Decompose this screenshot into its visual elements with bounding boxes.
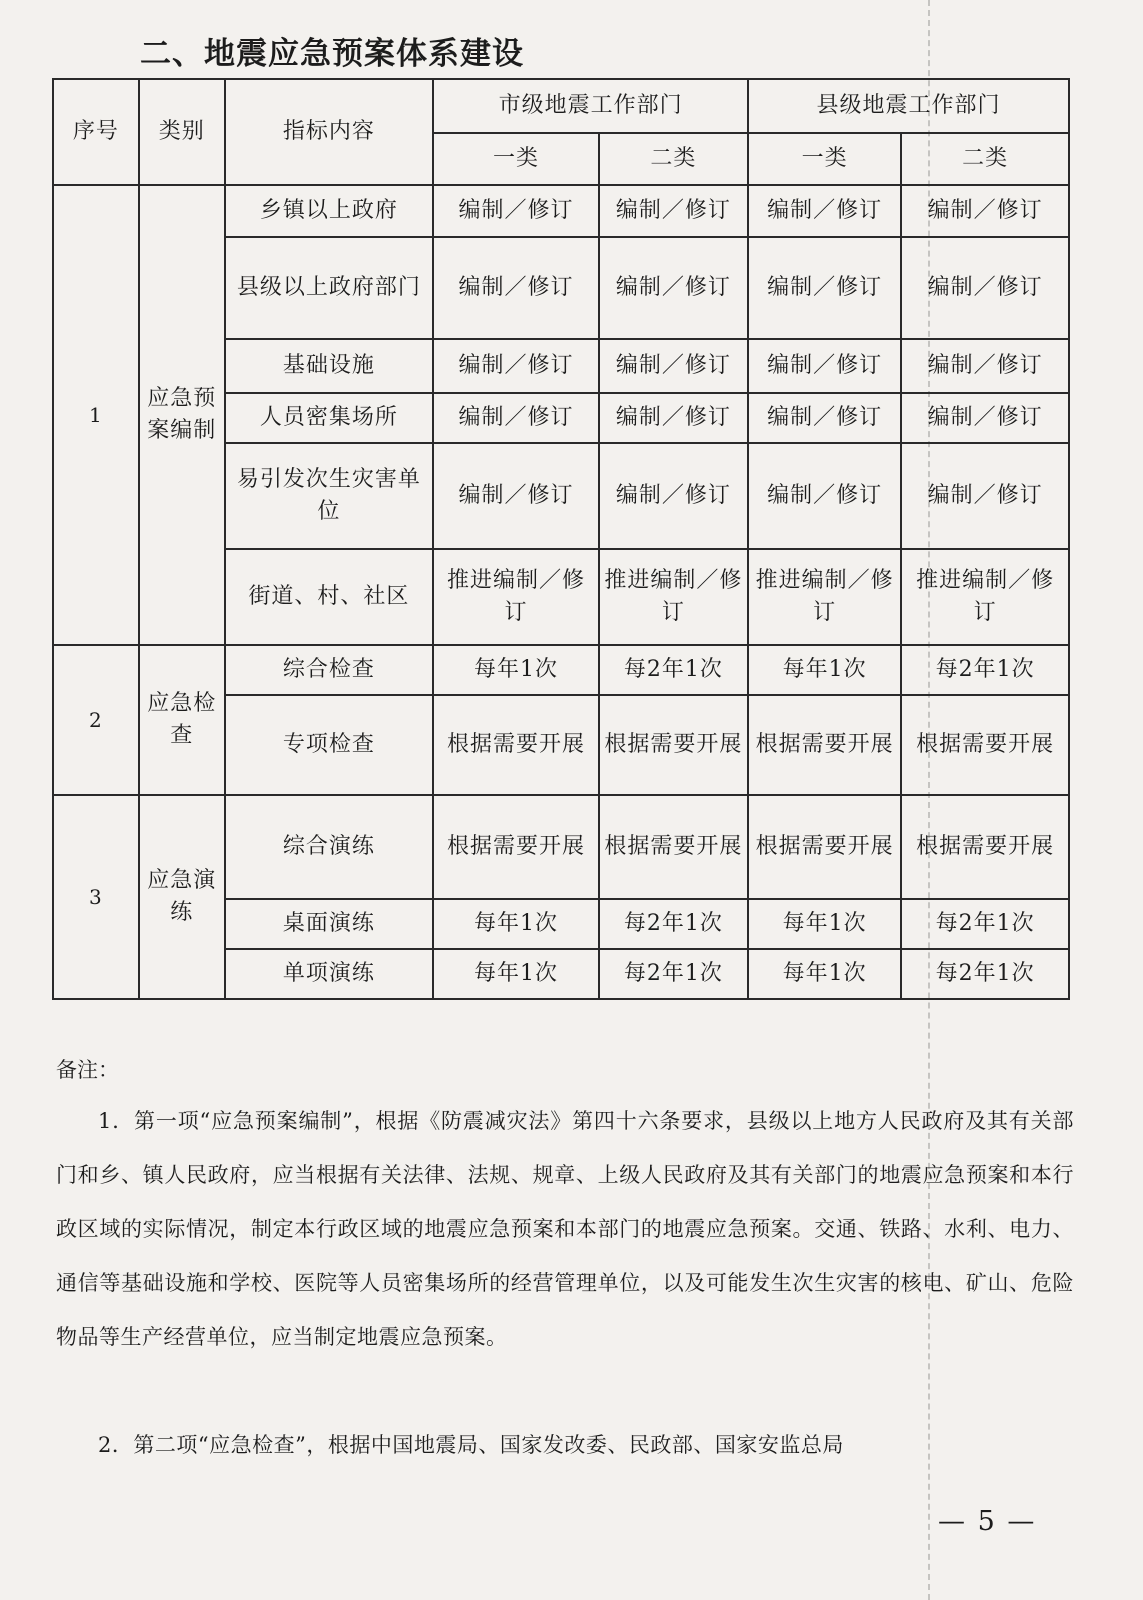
value-cell: 编制／修订 (748, 237, 901, 339)
value-cell: 编制／修订 (599, 443, 748, 549)
value-cell: 编制／修订 (599, 339, 748, 393)
indicator-cell: 综合检查 (225, 645, 434, 695)
value-cell: 编制／修订 (599, 185, 748, 237)
indicator-cell: 县级以上政府部门 (225, 237, 434, 339)
value-cell: 根据需要开展 (901, 795, 1069, 899)
value-cell: 每年1次 (748, 949, 901, 999)
table-row (53, 795, 1069, 899)
category-cell: 应急检查 (139, 645, 225, 795)
value-cell: 每2年1次 (901, 645, 1069, 695)
value-cell: 推进编制／修订 (901, 549, 1069, 645)
value-cell: 推进编制／修订 (599, 549, 748, 645)
value-cell: 编制／修订 (599, 237, 748, 339)
value-cell: 根据需要开展 (748, 795, 901, 899)
value-cell: 推进编制／修订 (748, 549, 901, 645)
section-title: 二、地震应急预案体系建设 (140, 36, 524, 72)
value-cell: 每年1次 (433, 645, 599, 695)
header-county-class1: 一类 (748, 133, 901, 185)
note-paragraph-2: 2．第二项“应急检查”，根据中国地震局、国家发改委、民政部、国家安监总局 (98, 1433, 844, 1457)
value-cell: 根据需要开展 (901, 695, 1069, 795)
value-cell: 每2年1次 (901, 949, 1069, 999)
value-cell: 编制／修订 (901, 393, 1069, 443)
indicator-cell: 桌面演练 (225, 899, 434, 949)
value-cell: 每年1次 (748, 899, 901, 949)
value-cell: 编制／修订 (433, 443, 599, 549)
value-cell: 根据需要开展 (433, 795, 599, 899)
value-cell: 编制／修订 (433, 339, 599, 393)
indicator-cell: 易引发次生灾害单位 (225, 443, 434, 549)
value-cell: 推进编制／修订 (433, 549, 599, 645)
value-cell: 编制／修订 (901, 443, 1069, 549)
indicator-cell: 人员密集场所 (225, 393, 434, 443)
value-cell: 根据需要开展 (599, 795, 748, 899)
indicator-table (52, 78, 1070, 1000)
value-cell: 编制／修订 (901, 237, 1069, 339)
header-indicator: 指标内容 (225, 79, 434, 185)
value-cell: 编制／修订 (901, 185, 1069, 237)
value-cell: 编制／修订 (433, 185, 599, 237)
value-cell: 每年1次 (433, 899, 599, 949)
value-cell: 每2年1次 (901, 899, 1069, 949)
indicator-cell: 单项演练 (225, 949, 434, 999)
value-cell: 每年1次 (748, 645, 901, 695)
indicator-cell: 街道、村、社区 (225, 549, 434, 645)
value-cell: 编制／修订 (748, 443, 901, 549)
note-paragraph-1: 1．第一项“应急预案编制”，根据《防震减灾法》第四十六条要求，县级以上地方人民政府及其有关部门和乡、镇人民政府，应当根据有关法律、法规、规章、上级人民政府及其有关部门的地震应急预案和本行政区域的实际情况，制定本行政区域的地震应急预案和本部门的地震应急预案。交通、铁路、水利、电力、通信等基础设施和学校、医院等人员密集场所的经营管理单位，以及可能发生次生灾害的核电、矿山、危险物品等生产经营单位，应当制定地震应急预案。 (56, 1109, 1074, 1349)
indicator-cell: 基础设施 (225, 339, 434, 393)
category-cell: 应急预案编制 (139, 185, 225, 645)
value-cell: 编制／修订 (748, 185, 901, 237)
value-cell: 编制／修订 (599, 393, 748, 443)
header-county-class2: 二类 (901, 133, 1069, 185)
indicator-cell: 专项检查 (225, 695, 434, 795)
seq-cell: 3 (53, 795, 139, 999)
page-number: — 5 — (938, 1506, 1037, 1537)
value-cell: 每2年1次 (599, 899, 748, 949)
value-cell: 编制／修订 (901, 339, 1069, 393)
indicator-cell: 综合演练 (225, 795, 434, 899)
table-row (53, 645, 1069, 695)
header-city-dept: 市级地震工作部门 (433, 79, 748, 133)
seq-cell: 2 (53, 645, 139, 795)
value-cell: 根据需要开展 (599, 695, 748, 795)
header-seq: 序号 (53, 79, 139, 185)
header-city-class1: 一类 (433, 133, 599, 185)
value-cell: 编制／修订 (433, 393, 599, 443)
value-cell: 编制／修订 (433, 237, 599, 339)
value-cell: 每2年1次 (599, 645, 748, 695)
category-cell: 应急演练 (139, 795, 225, 999)
value-cell: 编制／修订 (748, 339, 901, 393)
table-row (53, 185, 1069, 237)
value-cell: 每2年1次 (599, 949, 748, 999)
header-county-dept: 县级地震工作部门 (748, 79, 1069, 133)
value-cell: 编制／修订 (748, 393, 901, 443)
header-category: 类别 (139, 79, 225, 185)
value-cell: 根据需要开展 (748, 695, 901, 795)
seq-cell: 1 (53, 185, 139, 645)
value-cell: 根据需要开展 (433, 695, 599, 795)
header-city-class2: 二类 (599, 133, 748, 185)
notes-label: 备注： (56, 1058, 119, 1082)
indicator-cell: 乡镇以上政府 (225, 185, 434, 237)
value-cell: 每年1次 (433, 949, 599, 999)
